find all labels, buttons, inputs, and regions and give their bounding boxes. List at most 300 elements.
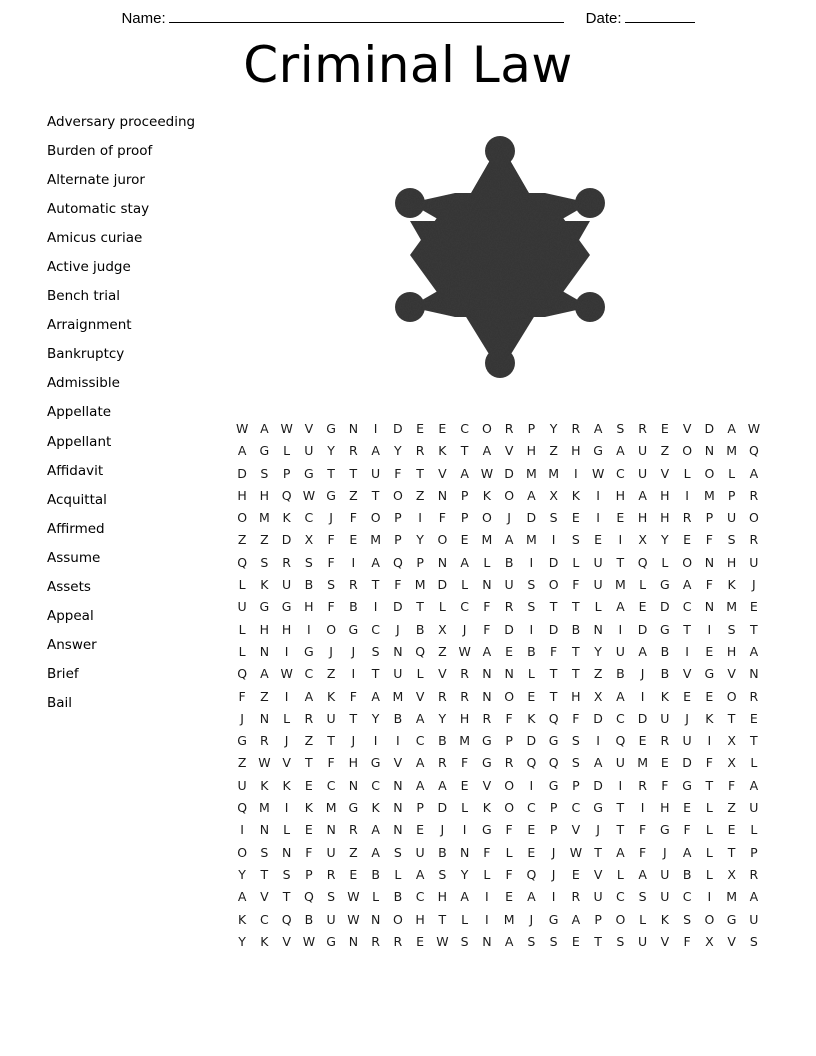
- grid-cell[interactable]: N: [348, 421, 359, 436]
- grid-cell[interactable]: E: [460, 532, 469, 548]
- grid-cell[interactable]: G: [660, 621, 670, 637]
- grid-cell[interactable]: A: [371, 443, 380, 459]
- grid-cell[interactable]: I: [373, 599, 378, 615]
- grid-cell[interactable]: Y: [238, 866, 246, 882]
- grid-cell[interactable]: C: [571, 800, 581, 816]
- grid-cell[interactable]: Y: [594, 643, 602, 659]
- grid-cell[interactable]: V: [682, 666, 692, 682]
- grid-cell[interactable]: J: [396, 621, 400, 637]
- grid-cell[interactable]: V: [260, 889, 269, 905]
- grid-cell[interactable]: A: [504, 933, 514, 949]
- grid-cell[interactable]: K: [371, 800, 380, 816]
- grid-cell[interactable]: J: [529, 911, 534, 927]
- grid-cell[interactable]: C: [260, 911, 269, 927]
- grid-cell[interactable]: U: [237, 777, 247, 793]
- grid-cell[interactable]: U: [660, 866, 670, 882]
- grid-cell[interactable]: T: [616, 554, 625, 570]
- grid-cell[interactable]: H: [526, 443, 537, 459]
- grid-cell[interactable]: C: [304, 510, 314, 526]
- grid-cell[interactable]: S: [393, 844, 402, 860]
- grid-cell[interactable]: Q: [303, 889, 314, 905]
- grid-cell[interactable]: L: [728, 465, 736, 481]
- grid-cell[interactable]: B: [304, 911, 314, 927]
- grid-cell[interactable]: G: [259, 599, 270, 615]
- grid-cell[interactable]: W: [347, 911, 360, 927]
- grid-cell[interactable]: E: [571, 866, 580, 882]
- grid-cell[interactable]: S: [527, 599, 536, 615]
- grid-cell[interactable]: P: [460, 510, 469, 526]
- grid-cell[interactable]: A: [260, 666, 269, 682]
- grid-cell[interactable]: F: [483, 599, 491, 615]
- grid-cell[interactable]: A: [237, 889, 247, 905]
- grid-cell[interactable]: G: [593, 800, 603, 816]
- grid-cell[interactable]: P: [727, 487, 736, 503]
- grid-cell[interactable]: V: [438, 666, 447, 682]
- grid-cell[interactable]: T: [416, 465, 424, 481]
- grid-cell[interactable]: T: [282, 889, 291, 905]
- grid-cell[interactable]: W: [436, 933, 449, 949]
- grid-cell[interactable]: A: [593, 755, 603, 771]
- grid-cell[interactable]: T: [572, 643, 580, 659]
- grid-cell[interactable]: H: [660, 800, 670, 816]
- grid-cell[interactable]: F: [349, 688, 357, 704]
- grid-cell[interactable]: Q: [615, 733, 626, 749]
- grid-cell[interactable]: U: [638, 933, 648, 949]
- grid-cell[interactable]: F: [705, 577, 713, 593]
- grid-cell[interactable]: D: [660, 599, 670, 615]
- grid-cell[interactable]: B: [660, 643, 670, 659]
- grid-cell[interactable]: I: [618, 777, 623, 793]
- grid-cell[interactable]: N: [370, 911, 381, 927]
- grid-cell[interactable]: Q: [548, 710, 559, 726]
- grid-cell[interactable]: I: [284, 688, 289, 704]
- grid-cell[interactable]: Z: [415, 487, 425, 503]
- grid-cell[interactable]: N: [281, 844, 292, 860]
- grid-cell[interactable]: R: [371, 933, 380, 949]
- grid-cell[interactable]: G: [370, 755, 381, 771]
- grid-cell[interactable]: L: [594, 599, 602, 615]
- grid-cell[interactable]: X: [549, 487, 558, 503]
- grid-cell[interactable]: A: [749, 777, 759, 793]
- grid-cell[interactable]: C: [371, 621, 380, 637]
- grid-cell[interactable]: P: [572, 777, 580, 793]
- grid-cell[interactable]: R: [638, 421, 647, 436]
- grid-cell[interactable]: L: [639, 911, 647, 927]
- grid-cell[interactable]: L: [705, 800, 713, 816]
- grid-cell[interactable]: U: [749, 554, 759, 570]
- grid-cell[interactable]: F: [572, 710, 580, 726]
- grid-cell[interactable]: H: [571, 688, 581, 704]
- grid-cell[interactable]: L: [438, 599, 446, 615]
- grid-cell[interactable]: I: [351, 554, 356, 570]
- grid-cell[interactable]: G: [726, 911, 737, 927]
- grid-cell[interactable]: G: [304, 643, 314, 659]
- grid-cell[interactable]: N: [393, 822, 403, 838]
- grid-cell[interactable]: N: [437, 554, 448, 570]
- grid-cell[interactable]: T: [572, 599, 580, 615]
- grid-cell[interactable]: R: [504, 755, 514, 771]
- grid-cell[interactable]: C: [616, 889, 625, 905]
- grid-cell[interactable]: K: [438, 443, 447, 459]
- grid-cell[interactable]: B: [371, 866, 380, 882]
- grid-cell[interactable]: E: [416, 421, 425, 436]
- grid-cell[interactable]: W: [747, 421, 761, 436]
- grid-cell[interactable]: C: [415, 733, 425, 749]
- grid-cell[interactable]: Y: [238, 933, 246, 949]
- grid-cell[interactable]: M: [548, 465, 560, 481]
- grid-cell[interactable]: W: [569, 844, 583, 860]
- grid-cell[interactable]: H: [304, 599, 314, 615]
- grid-cell[interactable]: U: [615, 755, 625, 771]
- grid-cell[interactable]: A: [616, 443, 625, 459]
- grid-cell[interactable]: Q: [548, 755, 559, 771]
- grid-cell[interactable]: D: [637, 621, 648, 637]
- grid-cell[interactable]: O: [682, 443, 693, 459]
- grid-cell[interactable]: G: [237, 733, 247, 749]
- grid-cell[interactable]: M: [414, 577, 426, 593]
- grid-cell[interactable]: E: [527, 688, 536, 704]
- grid-cell[interactable]: G: [660, 577, 670, 593]
- grid-cell[interactable]: V: [660, 933, 670, 949]
- grid-cell[interactable]: I: [529, 621, 534, 637]
- grid-cell[interactable]: Y: [416, 532, 424, 548]
- grid-cell[interactable]: N: [259, 822, 270, 838]
- grid-cell[interactable]: M: [392, 688, 404, 704]
- grid-cell[interactable]: R: [660, 733, 670, 749]
- grid-cell[interactable]: J: [596, 822, 600, 838]
- grid-cell[interactable]: F: [728, 777, 736, 793]
- grid-cell[interactable]: B: [527, 643, 536, 659]
- grid-cell[interactable]: G: [704, 666, 715, 682]
- grid-cell[interactable]: N: [593, 621, 603, 637]
- grid-cell[interactable]: B: [660, 666, 670, 682]
- grid-cell[interactable]: B: [438, 733, 447, 749]
- grid-cell[interactable]: T: [305, 755, 313, 771]
- grid-cell[interactable]: Z: [438, 643, 447, 659]
- grid-cell[interactable]: W: [302, 487, 316, 503]
- grid-cell[interactable]: D: [437, 577, 448, 593]
- grid-cell[interactable]: F: [327, 554, 335, 570]
- grid-cell[interactable]: T: [594, 933, 602, 949]
- grid-cell[interactable]: U: [415, 844, 425, 860]
- grid-cell[interactable]: V: [727, 666, 736, 682]
- grid-cell[interactable]: G: [660, 822, 670, 838]
- grid-cell[interactable]: H: [459, 710, 470, 726]
- grid-cell[interactable]: S: [727, 532, 736, 548]
- grid-cell[interactable]: A: [304, 688, 314, 704]
- grid-cell[interactable]: F: [639, 844, 647, 860]
- grid-cell[interactable]: O: [326, 621, 337, 637]
- grid-cell[interactable]: P: [394, 532, 402, 548]
- grid-cell[interactable]: L: [483, 554, 491, 570]
- grid-cell[interactable]: T: [327, 465, 335, 481]
- grid-cell[interactable]: L: [461, 911, 469, 927]
- grid-cell[interactable]: Q: [526, 866, 537, 882]
- grid-cell[interactable]: H: [660, 487, 670, 503]
- grid-cell[interactable]: I: [596, 733, 600, 749]
- grid-cell[interactable]: U: [504, 577, 514, 593]
- grid-cell[interactable]: G: [682, 777, 692, 793]
- grid-cell[interactable]: T: [750, 621, 758, 637]
- grid-cell[interactable]: I: [396, 733, 400, 749]
- grid-cell[interactable]: N: [393, 777, 403, 793]
- grid-cell[interactable]: V: [660, 465, 670, 481]
- grid-cell[interactable]: E: [571, 510, 580, 526]
- grid-cell[interactable]: C: [304, 666, 314, 682]
- grid-cell[interactable]: C: [527, 800, 536, 816]
- grid-cell[interactable]: I: [529, 777, 534, 793]
- grid-cell[interactable]: E: [683, 688, 692, 704]
- grid-cell[interactable]: O: [237, 510, 248, 526]
- grid-cell[interactable]: Y: [371, 710, 380, 726]
- grid-cell[interactable]: A: [260, 421, 269, 436]
- grid-cell[interactable]: I: [351, 666, 356, 682]
- grid-cell[interactable]: Z: [237, 532, 247, 548]
- grid-cell[interactable]: G: [304, 465, 314, 481]
- grid-cell[interactable]: B: [438, 844, 447, 860]
- grid-cell[interactable]: F: [327, 755, 335, 771]
- grid-cell[interactable]: B: [349, 599, 358, 615]
- grid-cell[interactable]: D: [593, 777, 603, 793]
- grid-cell[interactable]: C: [460, 599, 469, 615]
- grid-cell[interactable]: D: [682, 755, 692, 771]
- grid-cell[interactable]: O: [437, 532, 448, 548]
- grid-cell[interactable]: S: [460, 933, 469, 949]
- grid-cell[interactable]: P: [549, 822, 558, 838]
- word-list-item[interactable]: Assets: [47, 578, 91, 595]
- grid-cell[interactable]: N: [482, 933, 492, 949]
- grid-cell[interactable]: F: [572, 577, 580, 593]
- grid-cell[interactable]: H: [281, 621, 292, 637]
- grid-cell[interactable]: V: [504, 443, 514, 459]
- grid-cell[interactable]: G: [548, 911, 559, 927]
- grid-cell[interactable]: A: [527, 889, 536, 905]
- grid-cell[interactable]: I: [373, 421, 378, 436]
- grid-cell[interactable]: L: [394, 866, 402, 882]
- grid-cell[interactable]: I: [618, 532, 623, 548]
- grid-cell[interactable]: G: [326, 421, 336, 436]
- grid-cell[interactable]: R: [282, 554, 291, 570]
- grid-cell[interactable]: K: [304, 800, 313, 816]
- grid-cell[interactable]: I: [707, 621, 712, 637]
- grid-cell[interactable]: A: [593, 421, 603, 436]
- grid-cell[interactable]: I: [284, 800, 289, 816]
- grid-cell[interactable]: W: [591, 465, 605, 481]
- grid-cell[interactable]: T: [438, 911, 447, 927]
- grid-cell[interactable]: I: [707, 889, 712, 905]
- grid-cell[interactable]: S: [571, 532, 580, 548]
- grid-cell[interactable]: A: [371, 688, 380, 704]
- grid-cell[interactable]: L: [238, 643, 246, 659]
- grid-cell[interactable]: X: [638, 532, 647, 548]
- grid-cell[interactable]: K: [527, 710, 536, 726]
- grid-cell[interactable]: E: [505, 643, 514, 659]
- grid-cell[interactable]: P: [505, 733, 513, 749]
- grid-cell[interactable]: J: [551, 844, 556, 860]
- grid-cell[interactable]: U: [371, 465, 381, 481]
- grid-cell[interactable]: F: [661, 777, 669, 793]
- grid-cell[interactable]: A: [749, 643, 759, 659]
- grid-cell[interactable]: T: [549, 688, 558, 704]
- grid-cell[interactable]: V: [415, 688, 425, 704]
- grid-cell[interactable]: C: [371, 777, 380, 793]
- grid-cell[interactable]: R: [504, 599, 514, 615]
- grid-cell[interactable]: M: [525, 532, 537, 548]
- grid-cell[interactable]: O: [548, 577, 559, 593]
- grid-cell[interactable]: O: [504, 777, 515, 793]
- grid-cell[interactable]: Z: [237, 755, 247, 771]
- grid-cell[interactable]: V: [282, 755, 291, 771]
- grid-cell[interactable]: O: [704, 465, 715, 481]
- word-list-item[interactable]: Arraignment: [47, 317, 132, 334]
- grid-cell[interactable]: H: [571, 443, 581, 459]
- grid-cell[interactable]: U: [660, 889, 670, 905]
- grid-cell[interactable]: S: [749, 933, 758, 949]
- grid-cell[interactable]: O: [682, 554, 693, 570]
- grid-cell[interactable]: A: [638, 866, 647, 882]
- word-list-item[interactable]: Bench trial: [47, 288, 121, 305]
- grid-cell[interactable]: E: [438, 421, 447, 436]
- grid-cell[interactable]: S: [260, 465, 269, 481]
- grid-cell[interactable]: Q: [237, 666, 248, 682]
- grid-cell[interactable]: S: [260, 844, 269, 860]
- grid-cell[interactable]: O: [726, 688, 737, 704]
- grid-cell[interactable]: T: [260, 866, 269, 882]
- word-list-item[interactable]: Answer: [47, 636, 97, 653]
- grid-cell[interactable]: L: [238, 577, 246, 593]
- grid-cell[interactable]: Q: [526, 755, 537, 771]
- grid-cell[interactable]: D: [548, 621, 559, 637]
- grid-cell[interactable]: T: [349, 465, 358, 481]
- grid-cell[interactable]: V: [682, 421, 692, 436]
- grid-cell[interactable]: J: [663, 844, 667, 860]
- grid-cell[interactable]: E: [727, 822, 736, 838]
- grid-cell[interactable]: Z: [349, 487, 358, 503]
- grid-cell[interactable]: P: [750, 844, 758, 860]
- grid-cell[interactable]: F: [461, 755, 469, 771]
- grid-cell[interactable]: D: [526, 510, 537, 526]
- grid-cell[interactable]: R: [571, 889, 581, 905]
- grid-cell[interactable]: H: [660, 510, 670, 526]
- grid-cell[interactable]: S: [571, 733, 580, 749]
- grid-cell[interactable]: E: [638, 733, 647, 749]
- grid-cell[interactable]: L: [461, 800, 469, 816]
- grid-cell[interactable]: J: [329, 643, 333, 659]
- grid-cell[interactable]: Z: [660, 443, 670, 459]
- grid-cell[interactable]: Y: [327, 443, 335, 459]
- grid-cell[interactable]: F: [438, 510, 446, 526]
- grid-cell[interactable]: T: [327, 733, 335, 749]
- grid-cell[interactable]: F: [394, 577, 402, 593]
- grid-cell[interactable]: L: [283, 443, 291, 459]
- grid-cell[interactable]: O: [704, 911, 715, 927]
- grid-cell[interactable]: R: [504, 421, 514, 436]
- grid-cell[interactable]: S: [327, 577, 336, 593]
- grid-cell[interactable]: S: [438, 866, 447, 882]
- grid-cell[interactable]: N: [348, 777, 359, 793]
- grid-cell[interactable]: B: [504, 554, 514, 570]
- grid-cell[interactable]: S: [549, 510, 558, 526]
- grid-cell[interactable]: M: [459, 733, 471, 749]
- grid-cell[interactable]: A: [482, 643, 492, 659]
- grid-cell[interactable]: L: [572, 554, 580, 570]
- word-list-item[interactable]: Automatic stay: [47, 201, 150, 218]
- grid-cell[interactable]: U: [660, 710, 670, 726]
- grid-cell[interactable]: F: [505, 710, 513, 726]
- grid-cell[interactable]: R: [638, 777, 647, 793]
- grid-cell[interactable]: R: [415, 443, 425, 459]
- grid-cell[interactable]: I: [307, 621, 311, 637]
- grid-cell[interactable]: Y: [661, 532, 669, 548]
- grid-cell[interactable]: A: [616, 688, 625, 704]
- word-list-item[interactable]: Acquittal: [47, 491, 107, 508]
- grid-cell[interactable]: M: [703, 487, 715, 503]
- grid-cell[interactable]: R: [460, 666, 469, 682]
- grid-cell[interactable]: P: [305, 866, 313, 882]
- grid-cell[interactable]: I: [685, 487, 689, 503]
- grid-cell[interactable]: A: [638, 487, 647, 503]
- grid-cell[interactable]: V: [571, 822, 581, 838]
- grid-cell[interactable]: Z: [260, 532, 269, 548]
- grid-cell[interactable]: L: [661, 554, 669, 570]
- grid-cell[interactable]: U: [237, 599, 247, 615]
- grid-cell[interactable]: K: [705, 710, 714, 726]
- grid-cell[interactable]: T: [416, 599, 424, 615]
- grid-cell[interactable]: R: [438, 688, 447, 704]
- grid-cell[interactable]: Z: [304, 733, 314, 749]
- grid-cell[interactable]: E: [660, 421, 669, 436]
- grid-cell[interactable]: D: [281, 532, 292, 548]
- grid-cell[interactable]: R: [749, 866, 759, 882]
- grid-cell[interactable]: Y: [460, 866, 469, 882]
- grid-cell[interactable]: E: [460, 777, 469, 793]
- grid-cell[interactable]: L: [705, 822, 713, 838]
- grid-cell[interactable]: A: [727, 421, 736, 436]
- grid-cell[interactable]: L: [505, 844, 513, 860]
- grid-cell[interactable]: A: [527, 487, 536, 503]
- grid-cell[interactable]: C: [616, 465, 625, 481]
- grid-cell[interactable]: V: [438, 465, 447, 481]
- grid-cell[interactable]: N: [504, 666, 514, 682]
- grid-cell[interactable]: C: [616, 710, 625, 726]
- grid-cell[interactable]: A: [504, 532, 514, 548]
- grid-cell[interactable]: E: [527, 844, 536, 860]
- grid-cell[interactable]: S: [616, 933, 625, 949]
- grid-cell[interactable]: V: [304, 421, 314, 436]
- word-list-item[interactable]: Affirmed: [47, 520, 105, 537]
- grid-cell[interactable]: E: [683, 532, 692, 548]
- grid-cell[interactable]: L: [616, 866, 624, 882]
- grid-cell[interactable]: J: [462, 621, 467, 637]
- word-list-item[interactable]: Active judge: [47, 259, 131, 276]
- grid-cell[interactable]: D: [637, 710, 648, 726]
- grid-cell[interactable]: W: [280, 421, 293, 436]
- grid-cell[interactable]: D: [504, 465, 514, 481]
- grid-cell[interactable]: S: [571, 755, 580, 771]
- grid-cell[interactable]: O: [392, 911, 403, 927]
- grid-cell[interactable]: B: [571, 621, 581, 637]
- grid-cell[interactable]: H: [259, 621, 270, 637]
- grid-cell[interactable]: N: [482, 688, 492, 704]
- grid-cell[interactable]: E: [683, 800, 692, 816]
- grid-cell[interactable]: O: [237, 844, 248, 860]
- grid-cell[interactable]: S: [282, 866, 291, 882]
- grid-cell[interactable]: U: [749, 911, 759, 927]
- grid-cell[interactable]: U: [593, 554, 603, 570]
- grid-cell[interactable]: L: [527, 666, 535, 682]
- grid-cell[interactable]: F: [505, 822, 513, 838]
- grid-cell[interactable]: E: [304, 822, 313, 838]
